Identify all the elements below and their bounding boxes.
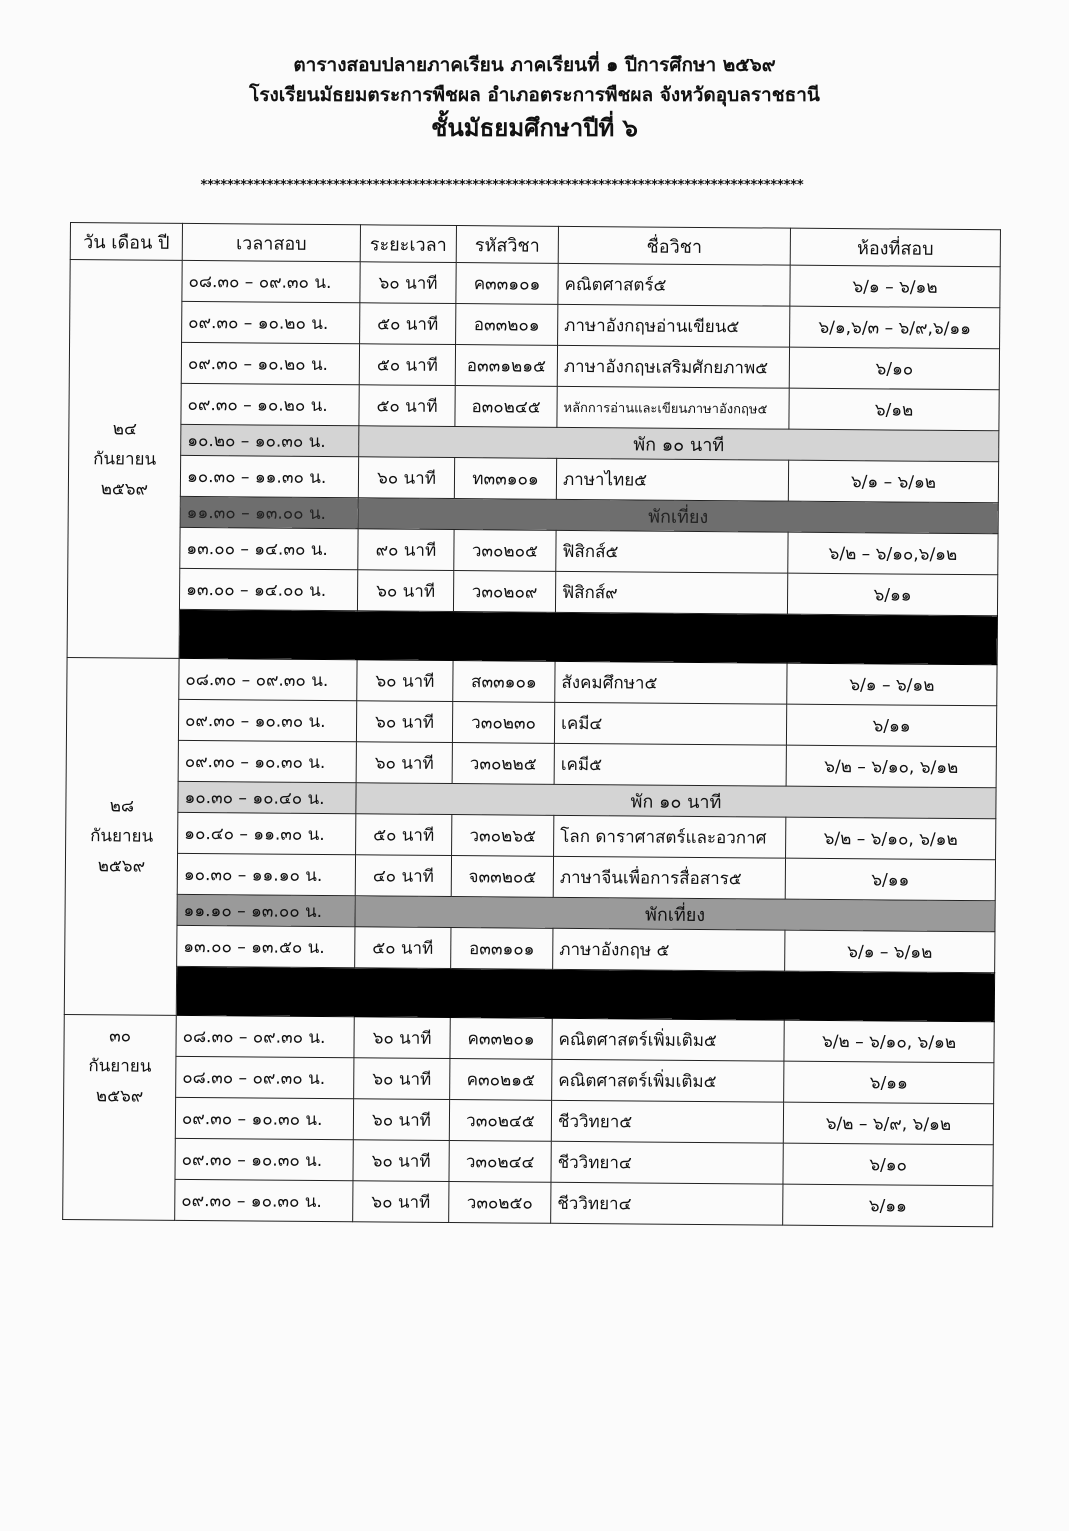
exam-duration: ๖๐ นาที <box>356 742 452 784</box>
date-cell-day1 <box>67 260 182 659</box>
subject-code: ค๓๐๒๑๕ <box>450 1059 552 1101</box>
exam-room: ๖/๑๑ <box>783 1184 993 1227</box>
exam-duration: ๕๐ นาที <box>359 385 455 427</box>
exam-room: ๖/๒ – ๖/๑๐, ๖/๑๒ <box>784 1020 994 1063</box>
col-duration: ระยะเวลา <box>360 225 456 263</box>
exam-room: ๖/๒ – ๖/๙, ๖/๑๒ <box>783 1102 993 1145</box>
break-time: ๑๑.๓๐ – ๑๓.๐๐ น. <box>180 496 358 528</box>
date-cell-day2 <box>64 657 179 1015</box>
break-time: ๑๑.๑๐ – ๑๓.๐๐ น. <box>177 894 355 926</box>
exam-time: ๐๘.๓๐ – ๐๙.๓๐ น. <box>182 260 360 302</box>
table-row <box>70 301 1000 349</box>
subject-code: ค๓๓๑๐๑ <box>456 263 558 305</box>
break-time: ๑๐.๓๐ – ๑๐.๔๐ น. <box>178 781 356 813</box>
col-date: วัน เดือน ปี <box>70 223 182 261</box>
exam-room: ๖/๑๒ <box>789 388 999 431</box>
subject-name: ชีววิทยา๕ <box>551 1100 783 1143</box>
table-row <box>68 526 998 574</box>
exam-duration: ๕๐ นาที <box>356 814 452 856</box>
subject-code: ว๓๐๒๐๕ <box>454 530 556 572</box>
col-room: ห้องที่สอบ <box>790 228 1000 267</box>
subject-name: ชีววิทยา๔ <box>551 1182 783 1225</box>
table-row <box>64 1014 994 1062</box>
table-row <box>63 1096 993 1144</box>
date-month: กันยายน <box>93 448 157 470</box>
date-day: ๒๔ <box>112 418 137 440</box>
exam-room: ๖/๒ – ๖/๑๐,๖/๑๒ <box>788 532 998 575</box>
exam-duration: ๕๐ นาที <box>355 927 451 969</box>
exam-duration: ๖๐ นาที <box>357 660 453 702</box>
table-row <box>63 1178 993 1226</box>
day-separator <box>64 965 994 1021</box>
exam-time: ๐๘.๓๐ – ๐๙.๓๐ น. <box>176 1056 354 1098</box>
subject-code: ว๓๐๒๔๕ <box>449 1100 551 1142</box>
exam-time: ๐๙.๓๐ – ๑๐.๓๐ น. <box>178 740 356 782</box>
table-row <box>66 698 996 746</box>
subject-code: ส๓๓๑๐๑ <box>453 661 555 703</box>
date-year: ๒๕๖๙ <box>100 478 149 500</box>
exam-schedule-table <box>62 222 1001 1227</box>
exam-room: ๖/๑๑ <box>785 858 995 901</box>
subject-name: สังคมศึกษา๕ <box>555 661 787 704</box>
exam-time: ๐๙.๓๐ – ๑๐.๓๐ น. <box>178 699 356 741</box>
exam-duration: ๖๐ นาที <box>353 1140 449 1182</box>
exam-time: ๐๙.๓๐ – ๑๐.๒๐ น. <box>181 383 359 425</box>
subject-name: คณิตศาสตร์๕ <box>558 263 790 306</box>
subject-name: ภาษาอังกฤษเสริมศักยภาพ๕ <box>557 345 789 388</box>
subject-code: อ๓๓๒๐๑ <box>456 304 558 346</box>
table-row <box>64 1055 994 1103</box>
exam-room: ๖/๑๑ <box>784 1061 994 1104</box>
subject-code: ว๓๐๒๔๔ <box>449 1141 551 1183</box>
subject-code: ว๓๐๒๕๐ <box>449 1182 551 1224</box>
col-subject: ชื่อวิชา <box>558 226 790 265</box>
subject-code: ว๓๐๒๒๕ <box>452 743 554 785</box>
exam-duration: ๕๐ นาที <box>359 344 455 386</box>
exam-time: ๐๘.๓๐ – ๐๙.๓๐ น. <box>179 658 357 700</box>
exam-room: ๖/๑ – ๖/๑๒ <box>788 460 998 503</box>
exam-room: ๖/๑๐ <box>789 347 999 390</box>
exam-duration: ๖๐ นาที <box>353 1099 449 1141</box>
exam-room: ๖/๑๐ <box>783 1143 993 1186</box>
exam-duration: ๖๐ นาที <box>354 1017 450 1059</box>
exam-duration: ๖๐ นาที <box>357 570 453 612</box>
exam-duration: ๕๐ นาที <box>360 303 456 345</box>
exam-time: ๐๘.๓๐ – ๐๙.๓๐ น. <box>176 1015 354 1057</box>
subject-name: หลักการอ่านและเขียนภาษาอังกฤษ๕ <box>557 386 789 429</box>
table-row <box>69 382 999 430</box>
date-month: กันยายน <box>88 1056 152 1077</box>
exam-time: ๑๐.๔๐ – ๑๑.๓๐ น. <box>178 812 356 854</box>
exam-room: ๖/๑๑ <box>787 573 997 616</box>
subject-name: ภาษาอังกฤษ ๕ <box>553 928 785 971</box>
subject-name: ภาษาจีนเพื่อการสื่อสาร๕ <box>553 856 785 899</box>
day-separator <box>67 608 997 664</box>
table-row <box>70 260 1000 308</box>
exam-duration: ๖๐ นาที <box>353 1181 449 1223</box>
exam-duration: ๖๐ นาที <box>360 262 456 304</box>
break-label: พักเที่ยง <box>358 498 998 534</box>
exam-duration: ๙๐ นาที <box>358 529 454 571</box>
exam-room: ๖/๑,๖/๓ – ๖/๙,๖/๑๑ <box>790 306 1000 349</box>
subject-name: คณิตศาสตร์เพิ่มเติม๕ <box>552 1059 784 1102</box>
subject-name: คณิตศาสตร์เพิ่มเติม๕ <box>552 1018 784 1061</box>
subject-name: ชีววิทยา๔ <box>551 1141 783 1184</box>
date-day: ๓๐ <box>109 1026 132 1047</box>
date-year: ๒๕๖๙ <box>95 1086 144 1107</box>
subject-name: เคมี๔ <box>554 702 786 745</box>
subject-code: อ๓๓๑๒๑๕ <box>455 345 557 387</box>
subject-name: เคมี๕ <box>554 743 786 786</box>
exam-time: ๑๐.๓๐ – ๑๑.๑๐ น. <box>177 853 355 895</box>
col-time: เวลาสอบ <box>182 223 360 261</box>
table-row <box>67 567 997 615</box>
grade-level: ชั้นมัธยมศึกษาปีที่ ๖ <box>431 114 638 142</box>
table-row <box>68 454 998 502</box>
exam-duration: ๖๐ นาที <box>356 701 452 743</box>
subject-code: ท๓๓๑๐๑ <box>454 458 556 500</box>
break-label: พัก ๑๐ นาที <box>359 426 999 462</box>
exam-duration: ๖๐ นาที <box>354 1058 450 1100</box>
exam-room: ๖/๒ – ๖/๑๐, ๖/๑๒ <box>786 817 996 860</box>
subject-name: ฟิสิกส์๙ <box>555 571 787 614</box>
table-row <box>63 1137 993 1185</box>
exam-time: ๑๓.๐๐ – ๑๔.๓๐ น. <box>180 527 358 569</box>
col-code: รหัสวิชา <box>456 226 558 264</box>
break-time: ๑๐.๒๐ – ๑๐.๓๐ น. <box>181 424 359 456</box>
subject-code: อ๓๐๒๔๕ <box>455 386 557 428</box>
subject-code: จ๓๓๒๐๕ <box>451 856 553 898</box>
subject-name: ภาษาอังกฤษอ่านเขียน๕ <box>558 304 790 347</box>
subject-code: อ๓๓๑๐๑ <box>451 928 553 970</box>
date-day: ๒๘ <box>109 796 135 817</box>
subject-code: ว๓๐๒๐๙ <box>453 571 555 613</box>
exam-duration: ๔๐ นาที <box>355 855 451 897</box>
break-label: พักเที่ยง <box>355 896 995 932</box>
exam-room: ๖/๑ – ๖/๑๒ <box>787 663 997 706</box>
table-row <box>65 852 995 900</box>
star-divider: ******************************************************************************************* <box>200 178 804 193</box>
exam-time: ๑๓.๐๐ – ๑๓.๕๐ น. <box>177 925 355 967</box>
subject-code: ค๓๓๒๐๑ <box>450 1018 552 1060</box>
exam-time: ๑๓.๐๐ – ๑๔.๐๐ น. <box>179 568 357 610</box>
date-month: กันยายน <box>90 826 154 847</box>
subject-name: ฟิสิกส์๕ <box>556 530 788 573</box>
subject-code: ว๓๐๒๖๕ <box>452 815 554 857</box>
exam-time: ๐๙.๓๐ – ๑๐.๒๐ น. <box>181 342 359 384</box>
date-year: ๒๕๖๙ <box>97 856 146 877</box>
exam-room: ๖/๑ – ๖/๑๒ <box>785 930 995 973</box>
table-row <box>65 924 995 972</box>
exam-time: ๐๙.๓๐ – ๑๐.๓๐ น. <box>175 1179 353 1221</box>
date-cell-day3 <box>63 1014 177 1220</box>
exam-room: ๖/๑๑ <box>786 704 996 747</box>
table-row <box>67 657 997 705</box>
exam-title: ตารางสอบปลายภาคเรียน ภาคเรียนที่ ๑ ปีการศึกษา ๒๕๖๙ <box>293 54 776 76</box>
exam-time: ๐๙.๓๐ – ๑๐.๓๐ น. <box>175 1097 353 1139</box>
exam-room: ๖/๒ – ๖/๑๐, ๖/๑๒ <box>786 745 996 788</box>
table-row <box>66 739 996 787</box>
school-name: โรงเรียนมัธยมตระการพืชผล อำเภอตระการพืชผล จังหวัดอุบลราชธานี <box>249 84 820 106</box>
exam-room: ๖/๑ – ๖/๑๒ <box>790 265 1000 308</box>
document-header <box>0 50 1069 146</box>
exam-time: ๑๐.๓๐ – ๑๑.๓๐ น. <box>180 455 358 497</box>
subject-name: ภาษาไทย๕ <box>556 458 788 501</box>
exam-time: ๐๙.๓๐ – ๑๐.๒๐ น. <box>182 301 360 343</box>
exam-time: ๐๙.๓๐ – ๑๐.๓๐ น. <box>175 1138 353 1180</box>
subject-name: โลก ดาราศาสตร์และอวกาศ <box>554 815 786 858</box>
table-row <box>69 342 999 390</box>
break-label: พัก ๑๐ นาที <box>356 783 996 819</box>
table-row <box>66 811 996 859</box>
subject-code: ว๓๐๒๓๐ <box>452 702 554 744</box>
exam-duration: ๖๐ นาที <box>358 457 454 499</box>
